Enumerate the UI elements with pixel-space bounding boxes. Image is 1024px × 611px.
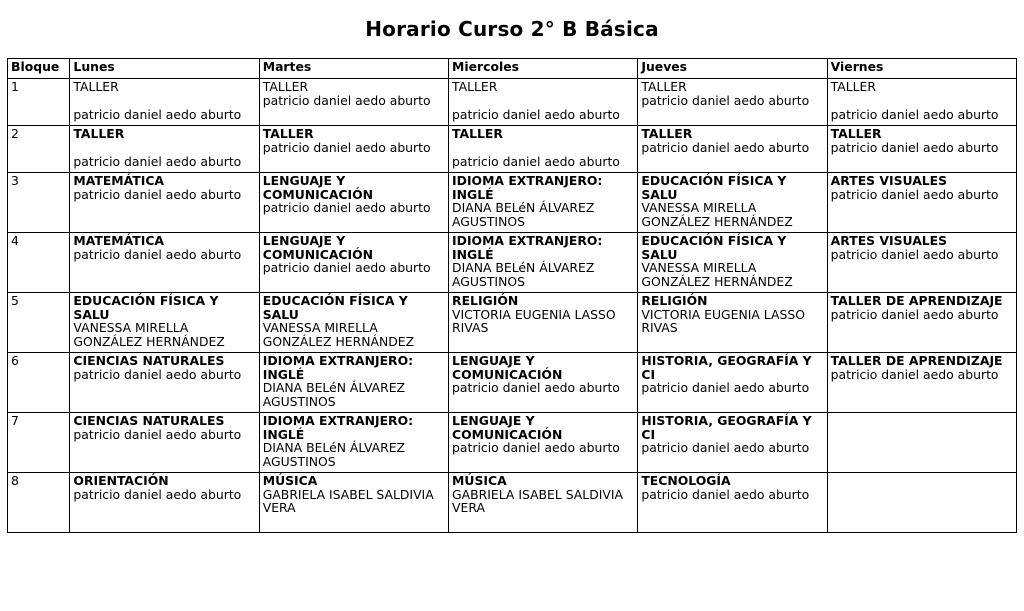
subject-name: IDIOMA EXTRANJERO: INGLÉ [452,233,603,262]
subject-name: TALLER [73,79,119,94]
teacher-name: patricio daniel aedo aburto [73,426,242,442]
teacher-name: GABRIELA ISABEL SALDIVIA VERA [452,486,623,515]
schedule-cell-lunes [70,79,259,126]
schedule-cell-jueves [638,79,827,126]
page-title: Horario Curso 2° B Básica [365,17,659,41]
subject-name: EDUCACIÓN FÍSICA Y SALU [641,233,787,262]
cell-spacer [831,94,1013,108]
subject-name: ARTES VISUALES [830,173,948,188]
teacher-name: VANESSA MIRELLA GONZÁLEZ HERNÁNDEZ [641,260,793,289]
teacher-name: VANESSA MIRELLA GONZÁLEZ HERNÁNDEZ [73,320,225,349]
column-header-jueves: Jueves [638,59,827,79]
subject-name: HISTORIA, GEOGRAFÍA Y CI [641,353,812,382]
subject-name: CIENCIAS NATURALES [73,353,225,368]
subject-name: MATEMÁTICA [73,233,164,248]
schedule-table [7,58,1017,533]
schedule-cell-viernes [827,473,1016,533]
subject-name: HISTORIA, GEOGRAFÍA Y CI [641,413,812,442]
table-row [8,126,1017,173]
schedule-cell-viernes [827,413,1016,473]
block-number: 1 [11,79,19,94]
schedule-cell-jueves [638,413,827,473]
block-number: 5 [11,293,19,308]
schedule-cell-lunes [70,473,259,533]
subject-name: EDUCACIÓN FÍSICA Y SALU [262,293,408,322]
teacher-name: patricio daniel aedo aburto [830,306,999,322]
subject-name: TALLER [830,79,876,94]
teacher-name: DIANA BELéN ÁLVAREZ AGUSTINOS [262,440,406,469]
schedule-cell-jueves [638,233,827,293]
subject-name: TALLER [73,126,125,141]
subject-name: TALLER [262,126,314,141]
schedule-cell-viernes [827,126,1016,173]
subject-name: TALLER DE APRENDIZAJE [830,353,1003,368]
schedule-cell-martes [259,353,448,413]
subject-name: RELIGIÓN [452,293,519,308]
schedule-cell-martes [259,293,448,353]
schedule-cell-martes [259,473,448,533]
teacher-name: patricio daniel aedo aburto [73,186,242,202]
schedule-cell-viernes [827,353,1016,413]
schedule-cell-viernes [827,79,1016,126]
schedule-cell-jueves [638,353,827,413]
cell-spacer [452,141,634,155]
table-row [8,79,1017,126]
table-row [8,353,1017,413]
schedule-cell-jueves [638,173,827,233]
subject-name: EDUCACIÓN FÍSICA Y SALU [73,293,219,322]
subject-name: IDIOMA EXTRANJERO: INGLÉ [262,353,414,382]
block-number-cell [8,473,70,533]
schedule-cell-lunes [70,293,259,353]
teacher-name: patricio daniel aedo aburto [641,92,810,108]
table-row [8,413,1017,473]
teacher-name: patricio daniel aedo aburto [73,366,242,382]
schedule-cell-miercoles [449,173,638,233]
subject-name: TECNOLOGÍA [641,473,731,488]
subject-name: LENGUAJE Y COMUNICACIÓN [262,173,374,202]
block-number: 2 [11,126,19,141]
subject-name: MÚSICA [452,473,507,488]
column-header-viernes: Viernes [827,59,1016,79]
table-row [8,293,1017,353]
teacher-name: patricio daniel aedo aburto [73,486,242,502]
schedule-cell-miercoles [449,473,638,533]
column-header-lunes: Lunes [70,59,259,79]
header-row [8,59,1017,79]
block-number: 7 [11,413,19,428]
block-number-cell [8,353,70,413]
subject-name: MATEMÁTICA [73,173,164,188]
schedule-cell-jueves [638,126,827,173]
schedule-cell-jueves [638,293,827,353]
subject-name: TALLER DE APRENDIZAJE [830,293,1003,308]
subject-name: LENGUAJE Y COMUNICACIÓN [262,233,374,262]
block-number-cell [8,293,70,353]
block-number-cell [8,79,70,126]
block-number-cell [8,173,70,233]
teacher-name: patricio daniel aedo aburto [830,106,999,122]
teacher-name: patricio daniel aedo aburto [452,153,620,169]
subject-name: TALLER [452,79,498,94]
teacher-name: DIANA BELéN ÁLVAREZ AGUSTINOS [452,200,595,229]
teacher-name: patricio daniel aedo aburto [830,246,999,262]
subject-name: EDUCACIÓN FÍSICA Y SALU [641,173,787,202]
schedule-cell-lunes [70,126,259,173]
column-header-martes: Martes [259,59,448,79]
subject-name: LENGUAJE Y COMUNICACIÓN [452,353,563,382]
subject-name: ORIENTACIÓN [73,473,169,488]
table-row [8,173,1017,233]
teacher-name: patricio daniel aedo aburto [452,106,620,122]
subject-name: TALLER [641,126,693,141]
teacher-name: patricio daniel aedo aburto [73,246,242,262]
cell-spacer [73,94,255,108]
teacher-name: VICTORIA EUGENIA LASSO RIVAS [641,306,805,335]
teacher-name: patricio daniel aedo aburto [262,92,431,108]
cell-spacer [452,94,634,108]
schedule-cell-lunes [70,233,259,293]
teacher-name: patricio daniel aedo aburto [641,139,810,155]
subject-name: TALLER [830,126,882,141]
schedule-cell-miercoles [449,233,638,293]
teacher-name: VANESSA MIRELLA GONZÁLEZ HERNÁNDEZ [641,200,793,229]
teacher-name: patricio daniel aedo aburto [73,153,242,169]
teacher-name: VICTORIA EUGENIA LASSO RIVAS [452,306,616,335]
schedule-cell-miercoles [449,79,638,126]
subject-name: TALLER [641,79,687,94]
teacher-name: DIANA BELéN ÁLVAREZ AGUSTINOS [452,260,595,289]
schedule-cell-martes [259,126,448,173]
subject-name: RELIGIÓN [641,293,708,308]
teacher-name: DIANA BELéN ÁLVAREZ AGUSTINOS [262,380,406,409]
schedule-cell-miercoles [449,126,638,173]
schedule-cell-miercoles [449,293,638,353]
block-number: 3 [11,173,19,188]
column-header-bloque: Bloque [8,59,70,79]
table-row [8,473,1017,533]
teacher-name: patricio daniel aedo aburto [452,440,620,455]
subject-name: LENGUAJE Y COMUNICACIÓN [452,413,563,442]
schedule-cell-miercoles [449,413,638,473]
subject-name: TALLER [262,79,309,94]
subject-name: IDIOMA EXTRANJERO: INGLÉ [262,413,414,442]
schedule-cell-viernes [827,233,1016,293]
teacher-name: patricio daniel aedo aburto [262,260,431,275]
schedule-cell-lunes [70,173,259,233]
block-number-cell [8,233,70,293]
teacher-name: patricio daniel aedo aburto [641,486,810,502]
subject-name: TALLER [452,126,503,141]
schedule-cell-martes [259,233,448,293]
schedule-cell-viernes [827,293,1016,353]
schedule-cell-viernes [827,173,1016,233]
subject-name: CIENCIAS NATURALES [73,413,225,428]
schedule-cell-lunes [70,353,259,413]
teacher-name: patricio daniel aedo aburto [830,186,999,202]
block-number: 8 [11,473,19,488]
block-number: 6 [11,353,19,368]
teacher-name: patricio daniel aedo aburto [830,139,999,155]
table-row [8,233,1017,293]
cell-spacer [73,141,255,155]
teacher-name: VANESSA MIRELLA GONZÁLEZ HERNÁNDEZ [262,320,415,349]
schedule-cell-jueves [638,473,827,533]
teacher-name: patricio daniel aedo aburto [73,106,242,122]
teacher-name: patricio daniel aedo aburto [641,440,810,455]
subject-name: IDIOMA EXTRANJERO: INGLÉ [452,173,603,202]
schedule-cell-lunes [70,413,259,473]
block-number-cell [8,413,70,473]
teacher-name: patricio daniel aedo aburto [262,139,431,155]
column-header-miercoles: Miercoles [449,59,638,79]
schedule-cell-martes [259,413,448,473]
teacher-name: patricio daniel aedo aburto [641,380,810,395]
schedule-cell-miercoles [449,353,638,413]
block-number-cell [8,126,70,173]
teacher-name: patricio daniel aedo aburto [830,366,999,382]
schedule-cell-martes [259,79,448,126]
teacher-name: patricio daniel aedo aburto [452,380,620,395]
block-number: 4 [11,233,19,248]
subject-name: MÚSICA [262,473,318,488]
schedule-cell-martes [259,173,448,233]
subject-name: ARTES VISUALES [830,233,948,248]
teacher-name: GABRIELA ISABEL SALDIVIA VERA [262,486,434,515]
teacher-name: patricio daniel aedo aburto [262,200,431,215]
